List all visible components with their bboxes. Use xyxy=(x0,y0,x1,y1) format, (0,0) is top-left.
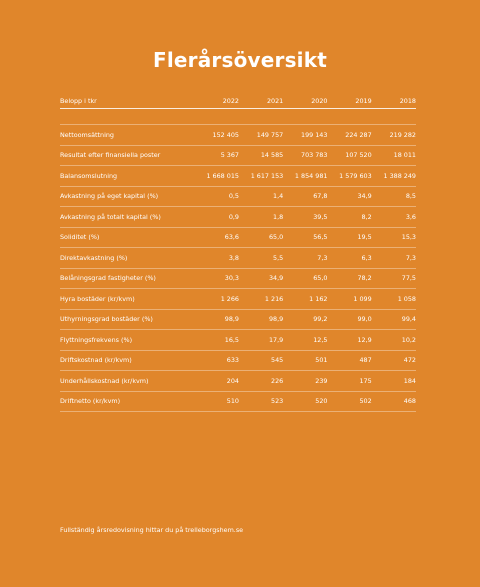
cell-value: 0,5 xyxy=(195,186,239,207)
cell-value: 8,5 xyxy=(372,186,416,207)
cell-value: 226 xyxy=(239,371,283,392)
cell-value: 5,5 xyxy=(239,248,283,269)
cell-value: 65,0 xyxy=(239,227,283,248)
cell-value: 0,9 xyxy=(195,207,239,228)
cell-value: 63,6 xyxy=(195,227,239,248)
year-header-2020: 2020 xyxy=(283,93,327,109)
row-label: Avkastning på eget kapital (%) xyxy=(60,186,195,207)
cell-value: 487 xyxy=(327,350,371,371)
row-label: Hyra bostäder (kr/kvm) xyxy=(60,289,195,310)
cell-value: 107 520 xyxy=(327,145,371,166)
cell-value: 14 585 xyxy=(239,145,283,166)
cell-value: 1 617 153 xyxy=(239,166,283,187)
cell-value: 34,9 xyxy=(239,268,283,289)
cell-value: 501 xyxy=(283,350,327,371)
year-header-2022: 2022 xyxy=(195,93,239,109)
table-row xyxy=(60,309,416,330)
table-row xyxy=(60,227,416,248)
cell-value: 12,9 xyxy=(327,330,371,351)
cell-value: 65,0 xyxy=(283,268,327,289)
cell-value: 12,5 xyxy=(283,330,327,351)
cell-value: 502 xyxy=(327,391,371,412)
cell-value: 633 xyxy=(195,350,239,371)
table-row xyxy=(60,145,416,166)
row-label: Underhållskostnad (kr/kvm) xyxy=(60,371,195,392)
footer-note: Fullständig årsredovisning hittar du på trelleborgshem.se xyxy=(60,526,244,534)
table-row xyxy=(60,186,416,207)
cell-value: 149 757 xyxy=(239,125,283,146)
cell-value: 99,4 xyxy=(372,309,416,330)
cell-value: 204 xyxy=(195,371,239,392)
cell-value: 1 388 249 xyxy=(372,166,416,187)
cell-value: 98,9 xyxy=(195,309,239,330)
row-label: Nettoomsättning xyxy=(60,125,195,146)
cell-value: 510 xyxy=(195,391,239,412)
table-row xyxy=(60,166,416,187)
table-row xyxy=(60,350,416,371)
table-row xyxy=(60,371,416,392)
year-header-2018: 2018 xyxy=(372,93,416,109)
cell-value: 520 xyxy=(283,391,327,412)
table-row xyxy=(60,125,416,146)
cell-value: 77,5 xyxy=(372,268,416,289)
cell-value: 184 xyxy=(372,371,416,392)
cell-value: 1 668 015 xyxy=(195,166,239,187)
year-header-2021: 2021 xyxy=(239,93,283,109)
cell-value: 1 854 981 xyxy=(283,166,327,187)
cell-value: 152 405 xyxy=(195,125,239,146)
cell-value: 1 099 xyxy=(327,289,371,310)
cell-value: 3,8 xyxy=(195,248,239,269)
table-row xyxy=(60,391,416,412)
cell-value: 468 xyxy=(372,391,416,412)
table-row xyxy=(60,268,416,289)
table-body xyxy=(60,109,416,412)
cell-value: 224 287 xyxy=(327,125,371,146)
cell-value: 1,8 xyxy=(239,207,283,228)
cell-value: 67,8 xyxy=(283,186,327,207)
table-header-row xyxy=(60,93,416,109)
label-column-header: Belopp i tkr xyxy=(60,93,195,109)
cell-value: 15,3 xyxy=(372,227,416,248)
cell-value: 99,2 xyxy=(283,309,327,330)
row-label: Belåningsgrad fastigheter (%) xyxy=(60,268,195,289)
cell-value: 39,5 xyxy=(283,207,327,228)
cell-value: 17,9 xyxy=(239,330,283,351)
cell-value: 8,2 xyxy=(327,207,371,228)
page-title: Flerårsöversikt xyxy=(152,48,328,72)
row-label: Driftnetto (kr/kvm) xyxy=(60,391,195,412)
cell-value: 6,3 xyxy=(327,248,371,269)
row-label: Flyttningsfrekvens (%) xyxy=(60,330,195,351)
cell-value: 1 162 xyxy=(283,289,327,310)
cell-value: 1 579 603 xyxy=(327,166,371,187)
cell-value: 34,9 xyxy=(327,186,371,207)
table-row xyxy=(60,207,416,228)
cell-value: 239 xyxy=(283,371,327,392)
cell-value: 19,5 xyxy=(327,227,371,248)
row-label: Uthyrningsgrad bostäder (%) xyxy=(60,309,195,330)
cell-value: 523 xyxy=(239,391,283,412)
cell-value: 78,2 xyxy=(327,268,371,289)
multi-year-overview-table xyxy=(60,93,416,412)
cell-value: 56,5 xyxy=(283,227,327,248)
cell-value: 1,4 xyxy=(239,186,283,207)
table-row xyxy=(60,248,416,269)
row-label: Resultat efter finansiella poster xyxy=(60,145,195,166)
cell-value: 1 058 xyxy=(372,289,416,310)
cell-value: 30,3 xyxy=(195,268,239,289)
cell-value: 10,2 xyxy=(372,330,416,351)
cell-value: 219 282 xyxy=(372,125,416,146)
cell-value: 7,3 xyxy=(283,248,327,269)
header-spacer xyxy=(60,109,416,125)
cell-value: 199 143 xyxy=(283,125,327,146)
cell-value: 98,9 xyxy=(239,309,283,330)
cell-value: 99,0 xyxy=(327,309,371,330)
table-row xyxy=(60,289,416,310)
cell-value: 472 xyxy=(372,350,416,371)
cell-value: 703 783 xyxy=(283,145,327,166)
cell-value: 545 xyxy=(239,350,283,371)
year-header-2019: 2019 xyxy=(327,93,371,109)
row-label: Avkastning på totalt kapital (%) xyxy=(60,207,195,228)
cell-value: 3,6 xyxy=(372,207,416,228)
cell-value: 175 xyxy=(327,371,371,392)
row-label: Soliditet (%) xyxy=(60,227,195,248)
table-row xyxy=(60,330,416,351)
row-label: Direktavkastning (%) xyxy=(60,248,195,269)
row-label: Balansomslutning xyxy=(60,166,195,187)
row-label: Driftskostnad (kr/kvm) xyxy=(60,350,195,371)
cell-value: 5 367 xyxy=(195,145,239,166)
cell-value: 18 011 xyxy=(372,145,416,166)
cell-value: 7,3 xyxy=(372,248,416,269)
cell-value: 1 266 xyxy=(195,289,239,310)
cell-value: 16,5 xyxy=(195,330,239,351)
cell-value: 1 216 xyxy=(239,289,283,310)
